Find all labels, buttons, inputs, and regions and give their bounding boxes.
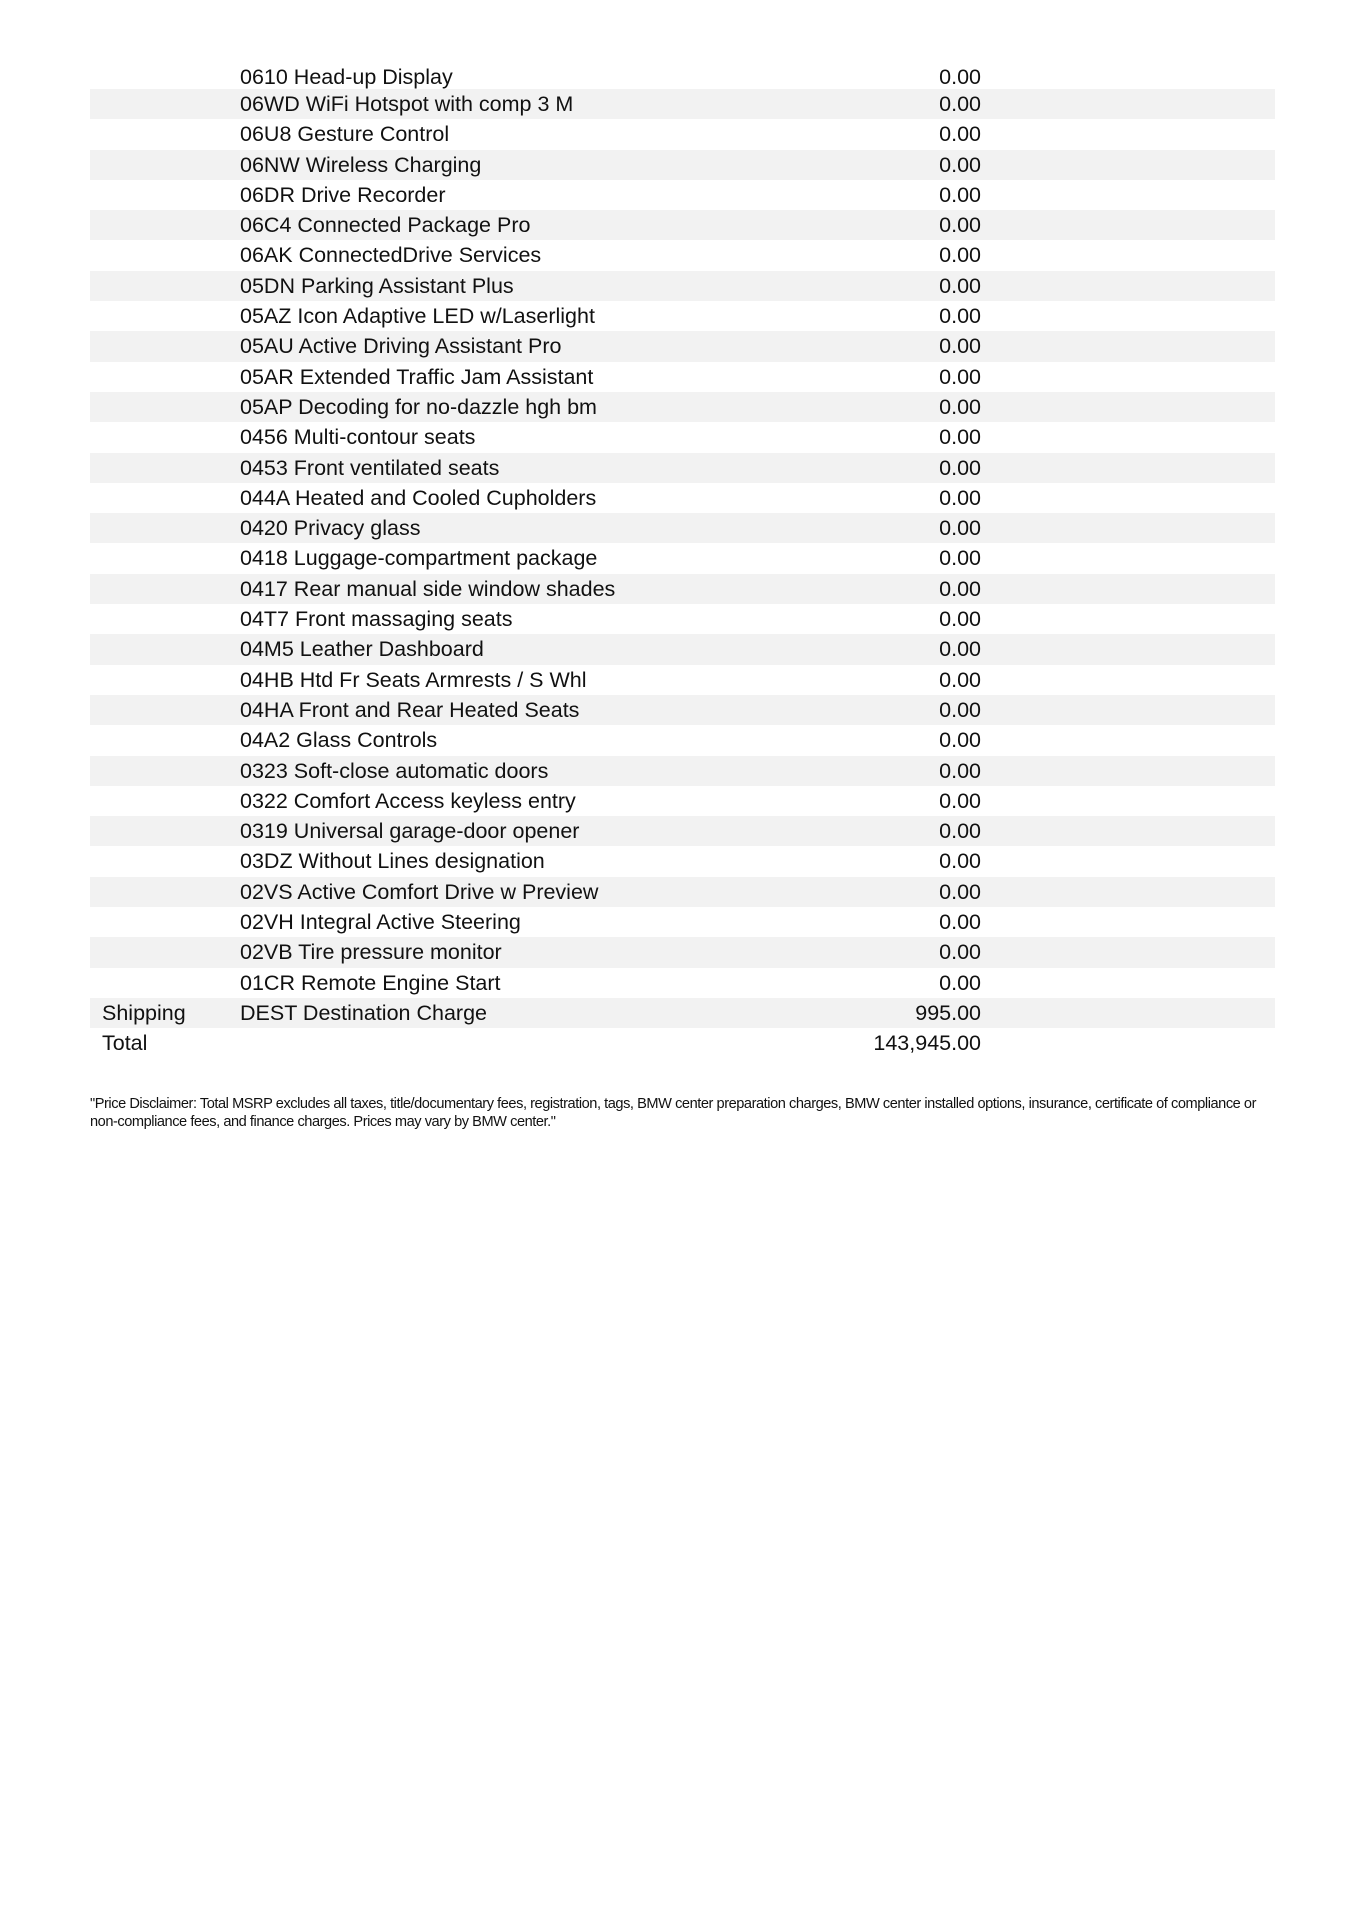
table-row xyxy=(90,725,1275,755)
row-description: 06AK ConnectedDrive Services xyxy=(240,243,542,268)
row-amount: 0.00 xyxy=(939,364,981,389)
table-row xyxy=(90,180,1275,210)
row-amount: 995.00 xyxy=(915,1000,981,1025)
row-amount: 0.00 xyxy=(939,576,981,601)
row-description: 05DN Parking Assistant Plus xyxy=(240,273,514,298)
table-row xyxy=(90,119,1275,149)
table-row xyxy=(90,695,1275,725)
row-amount: 0.00 xyxy=(939,273,981,298)
row-description: 044A Heated and Cooled Cupholders xyxy=(240,485,597,510)
row-description: 0418 Luggage-compartment package xyxy=(240,546,598,571)
table-row xyxy=(90,422,1275,452)
row-description: 0610 Head-up Display xyxy=(240,65,453,89)
row-description: 04HA Front and Rear Heated Seats xyxy=(240,697,580,722)
row-amount: 0.00 xyxy=(939,92,981,116)
table-row xyxy=(90,846,1275,876)
row-description: 02VB Tire pressure monitor xyxy=(240,940,502,965)
table-row xyxy=(90,392,1275,422)
table-row xyxy=(90,968,1275,998)
row-amount: 0.00 xyxy=(939,394,981,419)
row-description: 05AP Decoding for no-dazzle hgh bm xyxy=(240,394,597,419)
row-amount: 0.00 xyxy=(939,152,981,177)
row-description: 06WD WiFi Hotspot with comp 3 M xyxy=(240,92,574,116)
table-row xyxy=(90,271,1275,301)
row-description: 05AU Active Driving Assistant Pro xyxy=(240,334,562,359)
table-row xyxy=(90,816,1275,846)
row-category: Shipping xyxy=(102,1000,186,1025)
table-row xyxy=(90,513,1275,543)
row-description: 0322 Comfort Access keyless entry xyxy=(240,788,576,813)
row-description: 06C4 Connected Package Pro xyxy=(240,213,531,238)
total-row xyxy=(90,1028,1275,1058)
row-category: Total xyxy=(102,1031,148,1056)
row-amount: 0.00 xyxy=(939,637,981,662)
row-amount: 0.00 xyxy=(939,788,981,813)
table-row xyxy=(90,786,1275,816)
row-amount: 0.00 xyxy=(939,455,981,480)
row-amount: 0.00 xyxy=(939,819,981,844)
table-row xyxy=(90,937,1275,967)
row-amount: 0.00 xyxy=(939,516,981,541)
row-amount: 0.00 xyxy=(939,940,981,965)
row-amount: 0.00 xyxy=(939,65,981,89)
row-description: 05AR Extended Traffic Jam Assistant xyxy=(240,364,594,389)
table-row xyxy=(90,483,1275,513)
row-amount: 0.00 xyxy=(939,667,981,692)
table-row xyxy=(90,331,1275,361)
row-amount: 0.00 xyxy=(939,546,981,571)
price-disclaimer: "Price Disclaimer: Total MSRP excludes all taxes, title/documentary fees, registration, tags, BMW center preparation charges, BMW center installed options, insurance, certificate of compliance or non-compliance fees, and finance charges. Prices may vary by BMW center." xyxy=(90,1095,1257,1130)
row-amount: 0.00 xyxy=(939,122,981,147)
row-description: 04A2 Glass Controls xyxy=(240,728,438,753)
table-row xyxy=(90,877,1275,907)
row-description: 01CR Remote Engine Start xyxy=(240,970,501,995)
row-amount: 0.00 xyxy=(939,910,981,935)
table-row xyxy=(90,604,1275,634)
row-amount: 0.00 xyxy=(939,728,981,753)
row-amount: 0.00 xyxy=(939,182,981,207)
row-description: 02VS Active Comfort Drive w Preview xyxy=(240,879,599,904)
row-amount: 0.00 xyxy=(939,970,981,995)
row-amount: 0.00 xyxy=(939,758,981,783)
row-description: 0420 Privacy glass xyxy=(240,516,421,541)
row-description: 03DZ Without Lines designation xyxy=(240,849,545,874)
row-description: 0319 Universal garage-door opener xyxy=(240,819,580,844)
total-amount: 143,945.00 xyxy=(873,1031,981,1056)
table-row xyxy=(90,301,1275,331)
row-amount: 0.00 xyxy=(939,243,981,268)
row-description: 0456 Multi-contour seats xyxy=(240,425,476,450)
table-row xyxy=(90,362,1275,392)
row-amount: 0.00 xyxy=(939,425,981,450)
table-row xyxy=(90,907,1275,937)
row-amount: 0.00 xyxy=(939,304,981,329)
table-row xyxy=(90,543,1275,573)
row-amount: 0.00 xyxy=(939,213,981,238)
row-amount: 0.00 xyxy=(939,879,981,904)
row-amount: 0.00 xyxy=(939,607,981,632)
row-amount: 0.00 xyxy=(939,849,981,874)
row-description: 05AZ Icon Adaptive LED w/Laserlight xyxy=(240,304,595,329)
table-row xyxy=(90,665,1275,695)
row-amount: 0.00 xyxy=(939,485,981,510)
table-row xyxy=(90,453,1275,483)
row-description: 06DR Drive Recorder xyxy=(240,182,446,207)
row-description: 04T7 Front massaging seats xyxy=(240,607,513,632)
table-row xyxy=(90,65,1275,89)
row-description: 06NW Wireless Charging xyxy=(240,152,482,177)
row-description: DEST Destination Charge xyxy=(240,1000,487,1025)
table-row xyxy=(90,150,1275,180)
row-description: 02VH Integral Active Steering xyxy=(240,910,521,935)
row-description: 06U8 Gesture Control xyxy=(240,122,450,147)
table-row xyxy=(90,240,1275,270)
row-description: 04M5 Leather Dashboard xyxy=(240,637,484,662)
table-row xyxy=(90,574,1275,604)
price-table xyxy=(90,65,1275,1059)
row-description: 04HB Htd Fr Seats Armrests / S Whl xyxy=(240,667,587,692)
row-amount: 0.00 xyxy=(939,697,981,722)
row-amount: 0.00 xyxy=(939,334,981,359)
table-row xyxy=(90,210,1275,240)
shipping-row xyxy=(90,998,1275,1028)
table-row xyxy=(90,89,1275,119)
row-description: 0417 Rear manual side window shades xyxy=(240,576,616,601)
row-description: 0323 Soft-close automatic doors xyxy=(240,758,549,783)
table-row xyxy=(90,634,1275,664)
row-description: 0453 Front ventilated seats xyxy=(240,455,500,480)
table-row xyxy=(90,756,1275,786)
